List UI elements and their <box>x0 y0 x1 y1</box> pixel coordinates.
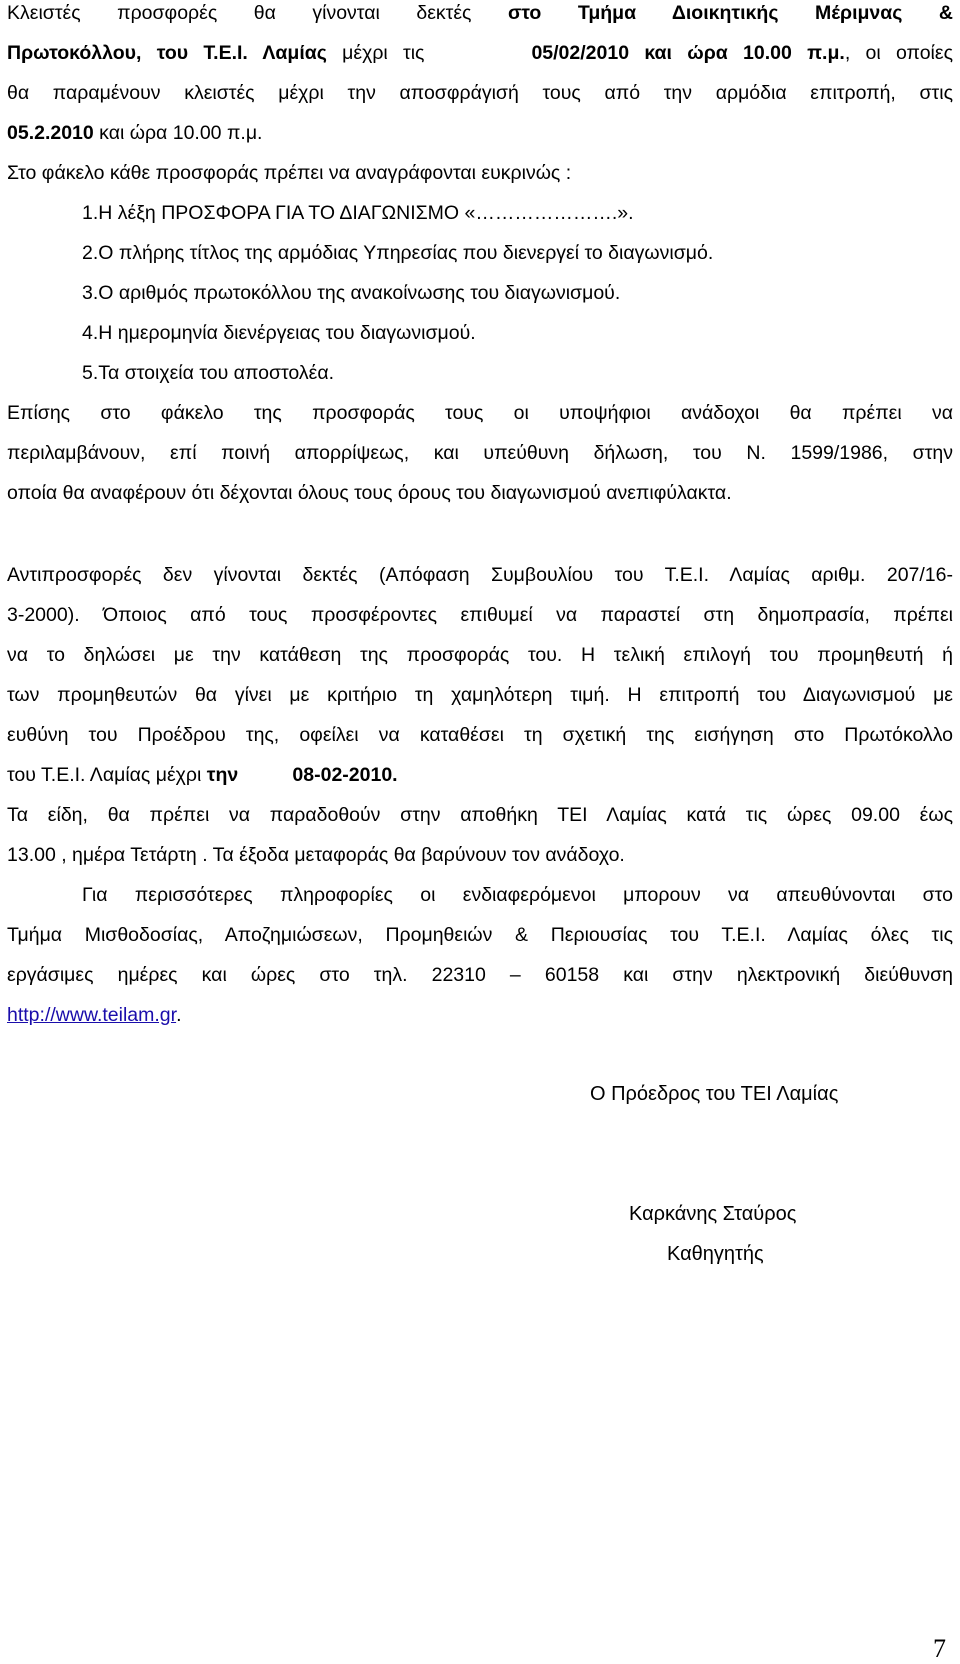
text-line <box>7 1002 953 1042</box>
website-link[interactable]: http://www.teilam.gr <box>7 1004 177 1026</box>
text-span: Κλειστές προσφορές θα γίνονται δεκτές <box>7 2 508 24</box>
text-line: Αντιπροσφορές δεν γίνονται δεκτές (Απόφαση Συμβουλίου του Τ.Ε.Ι. Λαμίας αριθμ. 207/16- <box>7 564 953 586</box>
counteroffers-paragraph <box>7 562 953 1042</box>
text-span: , οι οποίες <box>844 42 953 64</box>
text-span: . <box>176 1004 182 1026</box>
text-line: να το δηλώσει με την κατάθεση της προσφοράς του. Η τελική επιλογή του προμηθευτή ή <box>7 644 953 666</box>
bold-text: 08-02-2010. <box>292 764 398 786</box>
envelope-intro: Στο φάκελο κάθε προσφοράς πρέπει να αναγράφονται ευκρινώς : <box>7 162 572 184</box>
text-line: Τα είδη, θα πρέπει να παραδοθούν στην αποθήκη ΤΕΙ Λαμίας κατά τις ώρες 09.00 έως <box>7 804 953 826</box>
text-line: οποία θα αναφέρουν ότι δέχονται όλους τους όρους του διαγωνισμού ανεπιφύλακτα. <box>7 482 732 504</box>
text-line: 13.00 , ημέρα Τετάρτη . Τα έξοδα μεταφοράς θα βαρύνουν τον ανάδοχο. <box>7 844 625 866</box>
text-span: θα παραμένουν κλειστές μέχρι την αποσφράγισή τους από την αρμόδια επιτροπή, στις <box>7 82 953 104</box>
signature-title: Ο Πρόεδρος του ΤΕΙ Λαμίας <box>590 1083 839 1105</box>
text-line <box>7 40 953 80</box>
list-item: 3.Ο αριθμός πρωτοκόλλου της ανακοίνωσης του διαγωνισμού. <box>82 282 621 304</box>
signature-role: Καθηγητής <box>667 1243 764 1265</box>
list-item: 4.Η ημερομηνία διενέργειας του διαγωνισμού. <box>82 322 476 344</box>
bold-text: 05.2.2010 <box>7 122 94 144</box>
text-line <box>7 120 953 160</box>
text-line: Επίσης στο φάκελο της προσφοράς τους οι υποψήφιοι ανάδοχοι θα πρέπει να <box>7 402 953 424</box>
list-item: 1.Η λέξη ΠΡΟΣΦΟΡΑ ΓΙΑ ΤΟ ΔΙΑΓΩΝΙΣΜΟ «………………….». <box>82 202 634 224</box>
bold-text: την <box>206 764 239 786</box>
list-item: 5.Τα στοιχεία του αποστολέα. <box>82 362 335 384</box>
list-item: 2.Ο πλήρης τίτλος της αρμόδιας Υπηρεσίας που διενεργεί το διαγωνισμό. <box>82 242 714 264</box>
text-line: των προμηθευτών θα γίνει με κριτήριο τη χαμηλότερη τιμή. Η επιτροπή του Διαγωνισμού με <box>7 684 953 706</box>
bold-text: στο Τμήμα Διοικητικής Μέριμνας & <box>507 2 953 24</box>
text-line: Τμήμα Μισθοδοσίας, Αποζημιώσεων, Προμηθειών & Περιουσίας του Τ.Ε.Ι. Λαμίας όλες τις <box>7 924 953 946</box>
text-line <box>7 762 953 802</box>
text-span: του Τ.Ε.Ι. Λαμίας μέχρι <box>7 764 207 786</box>
text-line: εργάσιμες ημέρες και ώρες στο τηλ. 22310 – 60158 και στην ηλεκτρονική διεύθυνση <box>7 964 953 986</box>
text-line: ευθύνη του Προέδρου της, οφείλει να καταθέσει τη σχετική της εισήγηση στο Πρωτόκολλο <box>7 724 953 746</box>
text-span: μέχρι τις <box>326 42 440 64</box>
text-span: και ώρα 10.00 π.μ. <box>93 122 263 144</box>
text-line: Για περισσότερες πληροφορίες οι ενδιαφερόμενοι μπορουν να απευθύνονται στο <box>82 884 953 906</box>
bold-text: Πρωτοκόλλου, του Τ.Ε.Ι. Λαμίας <box>7 42 327 64</box>
text-line: περιλαμβάνουν, επί ποινή απορρίψεως, και υπεύθυνη δήλωση, του Ν. 1599/1986, στην <box>7 442 953 464</box>
text-line <box>7 0 953 40</box>
offer-deadline-paragraph <box>7 0 953 520</box>
bold-text: 05/02/2010 και ώρα 10.00 π.μ. <box>531 42 845 64</box>
text-line <box>7 80 953 120</box>
signature-name: Καρκάνης Σταύρος <box>629 1203 797 1225</box>
page-number: 7 <box>933 1634 946 1663</box>
text-line: 3-2000). Όποιος από τους προσφέροντες επιθυμεί να παραστεί στη δημοπρασία, πρέπει <box>7 604 953 626</box>
